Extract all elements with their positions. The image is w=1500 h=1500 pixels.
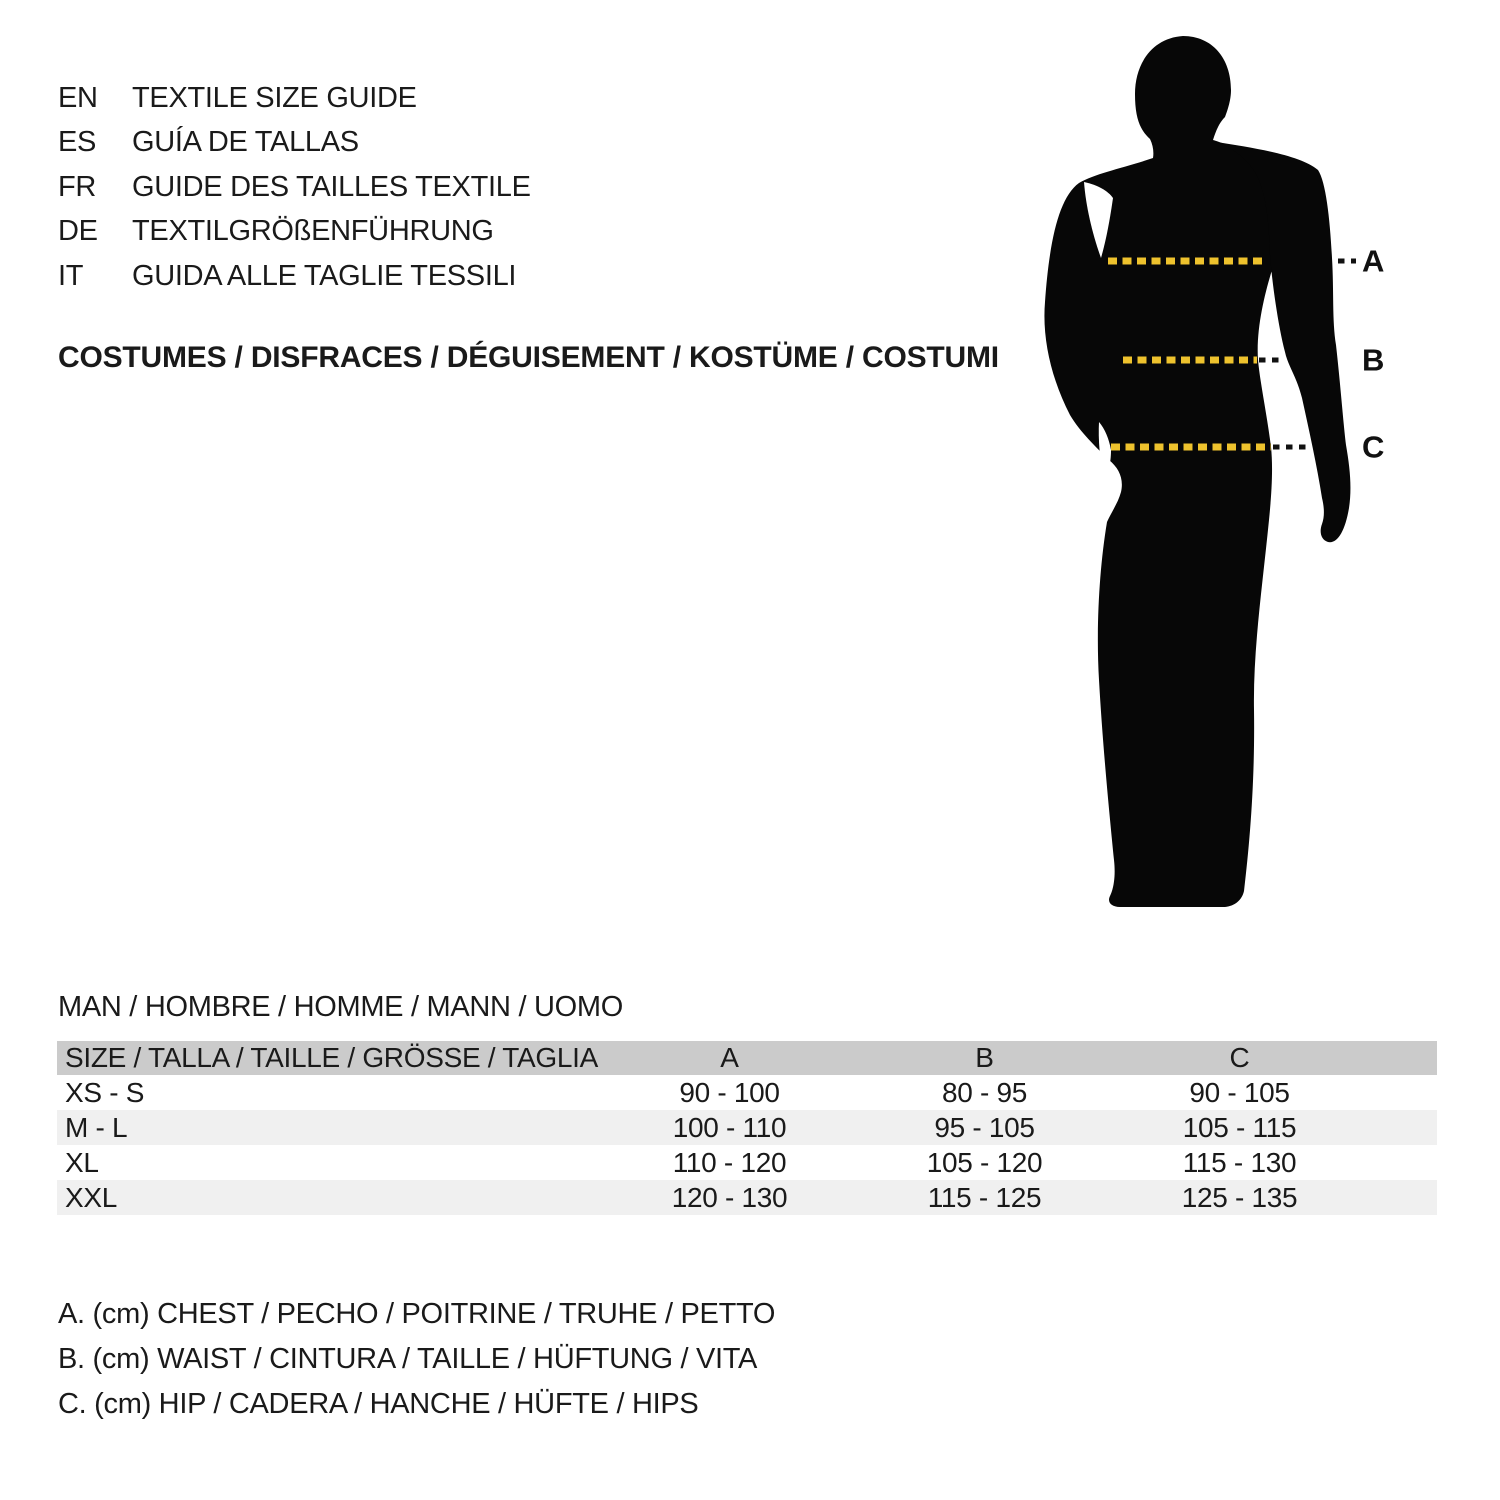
man-silhouette-svg: [1020, 30, 1480, 960]
table-row-m-l: [57, 1110, 1437, 1145]
measure-label-c: C: [1362, 429, 1385, 465]
language-label: TEXTILGRÖßENFÜHRUNG: [132, 215, 494, 248]
cell-c: 90 - 105: [1189, 1076, 1290, 1108]
measurement-legend: [58, 1292, 775, 1427]
language-code: IT: [58, 259, 84, 292]
table-row-xs-s: [57, 1075, 1437, 1110]
measure-label-a: A: [1362, 243, 1385, 279]
header-col-b: B: [975, 1042, 994, 1073]
section-title-man: MAN / HOMBRE / HOMME / MANN / UOMO: [58, 991, 623, 1023]
cell-size: M - L: [65, 1111, 128, 1143]
category-title: COSTUMES / DISFRACES / DÉGUISEMENT / KOSTÜME / COSTUMI: [58, 341, 999, 374]
cell-c: 115 - 130: [1182, 1146, 1297, 1178]
language-row-en: [58, 76, 531, 121]
language-label: TEXTILE SIZE GUIDE: [132, 81, 417, 114]
header-size-label: SIZE / TALLA / TAILLE / GRÖSSE / TAGLIA: [65, 1042, 598, 1073]
language-code: DE: [58, 215, 98, 248]
language-row-es: [58, 121, 531, 166]
man-silhouette-body: [1044, 36, 1275, 907]
cell-b: 95 - 105: [934, 1111, 1035, 1143]
cell-a: 120 - 130: [671, 1181, 788, 1213]
man-silhouette-figure: [1020, 30, 1480, 960]
size-table-header-row: [57, 1041, 1437, 1075]
language-title-list: [58, 76, 531, 299]
cell-c: 105 - 115: [1182, 1111, 1297, 1143]
legend-row-hip: C. (cm) HIP / CADERA / HANCHE / HÜFTE / HIPS: [58, 1388, 699, 1420]
cell-size: XS - S: [65, 1076, 145, 1108]
legend-row-chest: A. (cm) CHEST / PECHO / POITRINE / TRUHE / PETTO: [58, 1298, 776, 1330]
cell-size: XL: [65, 1146, 99, 1178]
table-row-xxl: [57, 1180, 1437, 1215]
measure-label-b: B: [1362, 342, 1385, 378]
header-col-c: C: [1229, 1042, 1250, 1073]
legend-row-waist: B. (cm) WAIST / CINTURA / TAILLE / HÜFTUNG / VITA: [58, 1343, 758, 1375]
language-code: EN: [58, 81, 98, 114]
language-label: GUIDA ALLE TAGLIE TESSILI: [132, 259, 517, 292]
language-code: ES: [58, 126, 97, 159]
cell-c: 125 - 135: [1181, 1181, 1298, 1213]
language-code: FR: [58, 170, 97, 203]
language-label: GUÍA DE TALLAS: [132, 126, 359, 159]
cell-a: 100 - 110: [672, 1111, 787, 1143]
cell-size: XXL: [65, 1181, 118, 1213]
cell-b: 115 - 125: [927, 1181, 1042, 1213]
language-row-it: [58, 254, 531, 299]
language-row-de: [58, 210, 531, 255]
cell-b: 80 - 95: [941, 1076, 1028, 1108]
cell-b: 105 - 120: [926, 1146, 1043, 1178]
header-col-a: A: [720, 1042, 739, 1073]
cell-a: 110 - 120: [672, 1146, 787, 1178]
language-label: GUIDE DES TAILLES TEXTILE: [132, 170, 531, 203]
table-row-xl: [57, 1145, 1437, 1180]
language-row-fr: [58, 165, 531, 210]
cell-a: 90 - 100: [679, 1076, 780, 1108]
size-table: [57, 1041, 1437, 1215]
